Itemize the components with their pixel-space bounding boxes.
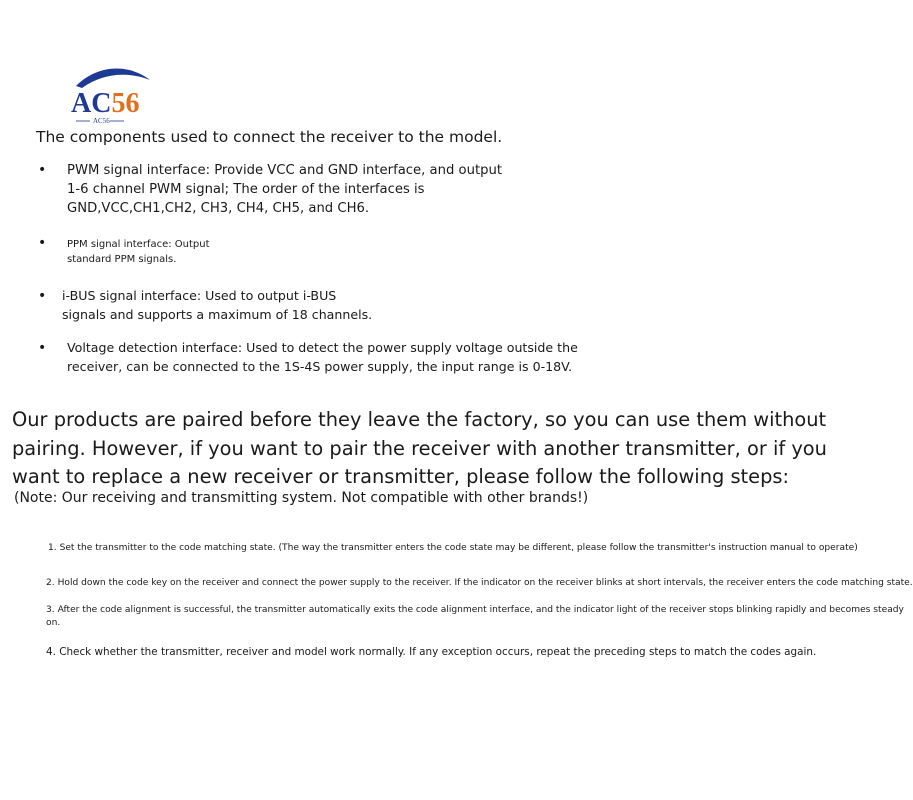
step-line: on.	[46, 618, 61, 628]
step-line: 4. Check whether the transmitter, receiver and model work normally. If any exception occurs, repeat the preceding steps to match the codes again.	[46, 646, 817, 658]
step-1	[48, 542, 858, 555]
pairing-line: Our products are paired before they leave the factory, so you can use them without	[12, 408, 827, 431]
logo-swoosh	[76, 69, 150, 88]
bullet-dot: •	[38, 340, 47, 356]
step-2	[46, 577, 913, 590]
step-3	[46, 604, 904, 630]
brand-logo	[68, 60, 152, 130]
bullet-pwm	[67, 161, 502, 218]
bullet-line: PWM signal interface: Provide VCC and GND interface, and output	[67, 163, 503, 178]
bullet-line: standard PPM signals.	[67, 254, 177, 265]
bullet-dot: •	[38, 162, 47, 178]
bullet-line: 1-6 channel PWM signal; The order of the interfaces is	[67, 182, 425, 197]
bullet-voltage	[67, 338, 578, 376]
bullet-line: signals and supports a maximum of 18 channels.	[62, 307, 373, 322]
pairing-paragraph	[12, 406, 827, 492]
step-4	[46, 646, 816, 658]
pairing-line: want to replace a new receiver or transmitter, please follow the following steps:	[12, 465, 790, 488]
bullet-line: receiver, can be connected to the 1S-4S power supply, the input range is 0-18V.	[67, 359, 573, 374]
bullet-line: GND,VCC,CH1,CH2, CH3, CH4, CH5, and CH6.	[67, 201, 370, 216]
logo-text-ac: AC56	[71, 88, 140, 119]
intro-text: The components used to connect the receiver to the model.	[36, 128, 503, 146]
step-line: 3. After the code alignment is successful, the transmitter automatically exits the code alignment interface, and the indicator light of the receiver stops blinking rapidly and becomes steady	[46, 605, 904, 615]
pairing-line: pairing. However, if you want to pair the receiver with another transmitter, or if you	[12, 436, 827, 460]
bullet-dot: •	[38, 235, 47, 251]
bullet-line: Voltage detection interface: Used to detect the power supply voltage outside the	[67, 340, 578, 355]
bullet-ibus	[62, 286, 372, 324]
bullet-line: PPM signal interface: Output	[67, 239, 210, 250]
bullet-dot: •	[38, 288, 47, 304]
bullet-ppm	[67, 237, 210, 267]
step-line: 1. Set the transmitter to the code matching state. (The way the transmitter enters the code state may be different, please follow the transmitter's instruction manual to operate)	[48, 543, 858, 553]
compatibility-note: (Note: Our receiving and transmitting system. Not compatible with other brands!)	[14, 490, 589, 506]
step-line: 2. Hold down the code key on the receiver and connect the power supply to the receiver. If the indicator on the receiver blinks at short intervals, the receiver enters the code matching state.	[46, 578, 913, 588]
bullet-line: i-BUS signal interface: Used to output i-BUS	[62, 288, 337, 303]
logo-subtext: AC56	[93, 117, 110, 125]
